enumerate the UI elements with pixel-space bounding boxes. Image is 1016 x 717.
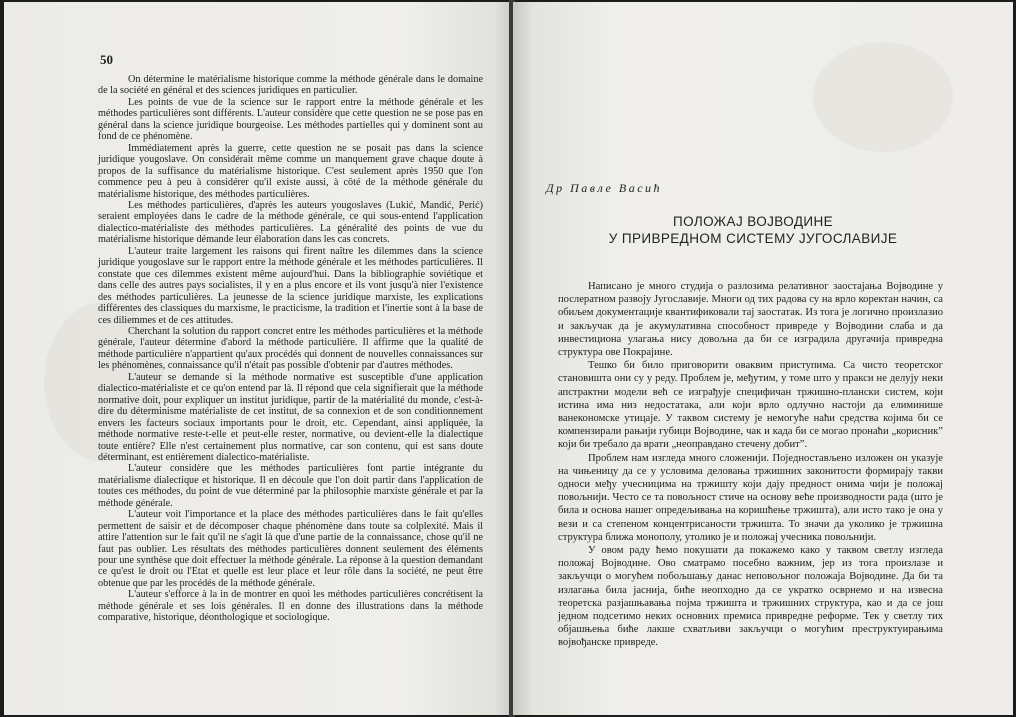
paragraph: Immédiatement après la guerre, cette question ne se posait pas dans la science juridique yougoslave. On considérait même comme un manquement grave chaque doute à propos de la suffisance du matérialisme historique. C'est seulement après 1950 que l'on commence peu à peu à considérer qu'il existe aussi, à côté de la méthode générale du matérialisme historique, des méthodes particulières.	[98, 142, 483, 200]
page-number: 50	[100, 52, 113, 67]
paragraph: У овом раду ћемо покушати да покажемо како у таквом светлу изгледа положај Војводине. Ово сматрамо посебно важним, јер из тога произлазе и закључци о могућем побољшању данас неповољног положаја Војводине. Да би та излагања била јаснија, биће неопходно да се укратко осврнемо и на извесна теоретска разјашњавања појма тржишта и тржишних структура, као и да се још једном подсетимо неких основних премиса привредне реформе. Тек у светлу тих објашњења биће лакше схватљиви закључци о могућим преструктуирањима војвођанске привреде.	[558, 545, 943, 649]
paragraph: L'auteur se demande si la méthode normative est susceptible d'une application dialectico-matérialiste et ce qu'on entend par là. Il répond que cela signifierait que la méthode normative doit, pour expliquer un institut juridique, partir de la matérialité du monde, c'est-à-dire du déterminisme matérialiste de cet institut, de sa connexion et de son conditionnement envers les facteurs sociaux importants pour le droit, etc. Cependant, ainsi appliquée, la méthode normative reste-t-elle et peut-elle rester, normative, ou devient-elle la dialectique toute entière? Elle n'est certainement plus normative, car son contenu, qui est sans doute déterminant, est entièrement dialectico-matérialiste.	[98, 371, 483, 463]
title-line: У ПРИВРЕДНОМ СИСТЕМУ ЈУГОСЛАВИЈЕ	[608, 231, 898, 246]
article-author: Др Павле Васић	[546, 181, 663, 195]
paragraph: Les méthodes particulières, d'après les auteurs yougoslaves (Lukić, Mandić, Perić) seraient employées dans le cadre de la méthode générale, ce qui sous-entend l'application dialectico-matérialiste des méthodes particulières. La généralité des points de vue du matérialisme historique démande leur élaboration dans les cas concrets.	[98, 199, 483, 246]
paragraph: L'auteur traite largement les raisons qui firent naître les dilemmes dans la science juridique yougoslave sur le rapport entre la méthode générale et les méthodes particulières. Il constate que ces dilemmes existent même aujourd'hui. Dans la bibliographie soviétique et dans celle des autres pays socialistes, il y en a plus encore et ils vont jusqu'à nier l'existence des méthodes particulières. La jeunesse de la science juridique marxiste, les explications différentes des classiques du marxisme, le practicisme, la tradition et l'inertie sont à la base de ces diliemmes et de ces attitudes.	[98, 245, 483, 326]
paragraph: Написано је много студија о разлозима релативног заостајања Војводине у послератном развоју Југославије. Многи од тих радова су на врло коректан начин, са обиљем документације квантификовали тај заостатак. Из тога је логично произлазио и закључак да је акумулативна способност привреде у Војводини слаба и да инвестициона улагања нису довољна да би се изградила другачија привредна структура ове Покрајине.	[558, 281, 943, 359]
paragraph: On détermine le matérialisme historique comme la méthode générale dans le domaine de la société en général et des sciences juridiques en particulier.	[98, 74, 483, 97]
paper-stain	[813, 42, 953, 152]
paragraph: Les points de vue de la science sur le rapport entre la méthode générale et les méthodes particulières sont différents. L'auteur considère que cette question ne se pose pas en général dans la science juridique bourgeoise. Les méthodes partielles qui y dominent sont au fond de ce phénomène.	[98, 96, 483, 143]
title-line: ПОЛОЖАЈ ВОЈВОДИНЕ	[672, 214, 834, 229]
paragraph: L'auteur s'efforce à la in de montrer en quoi les méthodes particulières concrétisent la méthode générale et ses lois générales. Il en donne des illustrations dans la méthode comparative, historique, déonthologique et sociologique.	[98, 589, 483, 624]
paragraph: Проблем нам изгледа много сложенији. Поједностављено изложен он указује на чињеницу да се у условима деловања тржишних законитости формирају такви односи међу учесницима на тржишту који дају предност онима чији је положај повољнији. Често се та повољност стиче на основу веће производности рада (што је била и основа нашег опредељивања на коришћење тржишта), али исто тако је она у вези и са степеном концентрисаности тржишта. То значи да уколико је тржишна структура ближа монополу, утолико је и положај учесника повољнији.	[558, 452, 943, 543]
left-page-text	[98, 74, 483, 624]
paragraph: Cherchant la solution du rapport concret entre les méthodes particulières et la méthode générale, l'auteur détermine d'abord la méthode particulière. Il affirme que la qualité de méthode particulière n'appartient qu'aux procédés qui donnent de nouvelles connaissances sur les phénomènes, connaissance qu'il n'était pas possible d'obtenir par d'autres méthodes.	[98, 325, 483, 372]
right-page-text	[558, 280, 943, 650]
paragraph: Тешко би било приговорити оваквим приступима. Са чисто теоретског становишта они су у реду. Проблем је, међутим, у томе што у пракси не делују неки апстрактни модели већ се изграђује специфичан тржишно-плански систем, који истина има низ недостатака, али који врло одлучно настоји да елиминише ванекономске утицаје. У таквом систему је немогуће наћи средства којима би се компензирали рањији губици Војводине, чак и када би се могао пронаћи „корисник” који би требало да врати „неоправдано стечену добит”.	[558, 360, 943, 451]
paragraph: L'auteur considère que les méthodes particulières font partie intégrante du matérialisme dialectique et historique. Il en découle que l'on doit partir dans l'application de toutes ces méthodes, du point de vue déterminé par la philosophie marxiste générale et par la méthode générale.	[98, 463, 483, 509]
article-title	[560, 213, 946, 247]
paragraph: L'auteur voit l'importance et la place des méthodes particulières dans le fait qu'elles permettent de saisir et de décomposer chaque phénomène dans toute sa colplexité. Mais il attire l'attention sur le fait qu'il ne s'agit là que d'une partie de la connaissance, chose qu'il ne faut pas oublier. Les résultats des méthodes particulières donnent seulement des éléments pour une synthèse que doit effectuer la méthode générale. La réponse à la question demandant ce qu'est le droit ou l'Etat et quelle est leur place et leur rôle dans la société, ne peut être obtenue que par les procédés de la méthode générale.	[98, 509, 483, 589]
